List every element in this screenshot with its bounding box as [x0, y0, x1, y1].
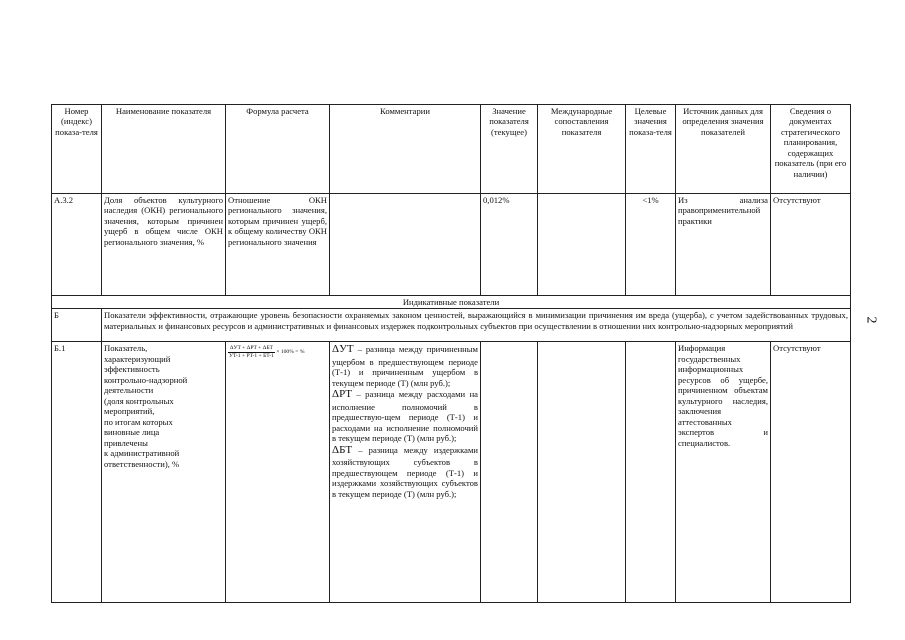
name-line: деятельности: [104, 385, 154, 396]
comment-text: – разница между расходами на исполнение полномочий в предшествую-щем периоде (Т-1) и расходами на исполнение полномочий в текущем периоде (Т) (млн руб.);: [332, 389, 478, 444]
row-data-source: Из анализа правоприменительной практики: [676, 194, 771, 296]
name-line: ответственности), %: [104, 458, 180, 469]
name-line: к административной: [104, 448, 180, 459]
name-line: Показатель,: [104, 343, 148, 354]
name-line: привлечены: [104, 437, 148, 448]
formula-denominator: УT-1 + PT-1 + БT-1: [229, 352, 274, 359]
header-name: Наименование показателя: [102, 105, 226, 194]
table-row-b: [52, 309, 851, 342]
comment-text: – разница между причиненным ущербом в предшествующем периоде (Т-1) и причиненным ущербом в текущем периоде (Т) (млн руб.);: [332, 344, 478, 388]
comment-symbol: ΔБT: [332, 443, 353, 456]
indicators-table: [51, 104, 851, 603]
header-current-value: Значение показателя (текущее): [481, 105, 538, 194]
row-comment: [330, 194, 481, 296]
row-name: [102, 342, 226, 603]
header-intl-comparison: Международные сопоставления показателя: [538, 105, 626, 194]
comment-symbol: ΔPT: [332, 388, 352, 401]
section-title: Индикативные показатели: [52, 296, 851, 309]
row-formula: [226, 342, 330, 603]
comment-part: [332, 444, 478, 499]
name-line: виновные лица: [104, 427, 160, 438]
row-index: Б.1: [52, 342, 102, 603]
name-line: мероприятий,: [104, 406, 155, 417]
comment-part: [332, 343, 478, 388]
header-comments: Комментарии: [330, 105, 481, 194]
row-description: Показатели эффективности, отражающие уровень безопасности охраняемых законом ценностей, выражающийся в минимизации причинения им вреда (ущерба), с учетом задействованных трудовых, материальных и финансовых ресурсов и административных и финансовых издержек подконтрольных субъектов при осуществлении в отношении них контрольно-надзорных мероприятий: [102, 309, 851, 342]
row-intl-comparison: [538, 342, 626, 603]
header-data-source: Источник данных для определения значения показателей: [676, 105, 771, 194]
row-strategic-docs: Отсутствуют: [771, 342, 851, 603]
row-strategic-docs: Отсутствуют: [771, 194, 851, 296]
table-header-row: [52, 105, 851, 194]
row-target-value: [626, 342, 676, 603]
page-number: 2: [863, 316, 879, 324]
comment-part: [332, 388, 478, 443]
header-target-value: Целевые значения показа-теля: [626, 105, 676, 194]
row-index: А.3.2: [52, 194, 102, 296]
row-comment: [330, 342, 481, 603]
row-current-value: 0,012%: [481, 194, 538, 296]
header-strategic-docs: Сведения о документах стратегического планирования, содержащих показатель (при его наличии): [771, 105, 851, 194]
row-target-value: <1%: [626, 194, 676, 296]
name-line: (доля контрольных: [104, 395, 174, 406]
header-index: Номер (индекс) показа-теля: [52, 105, 102, 194]
formula-tail: × 100% = %: [276, 349, 305, 356]
section-row: [52, 296, 851, 309]
table-row-a32: [52, 194, 851, 296]
name-line: по итогам которых: [104, 416, 173, 427]
name-line: контрольно-надзорной: [104, 374, 188, 385]
comment-symbol: ΔУT: [332, 343, 354, 356]
efficiency-formula: [228, 345, 305, 358]
header-formula: Формула расчета: [226, 105, 330, 194]
table-row-b1: [52, 342, 851, 603]
row-data-source: Информация государственных информационных ресурсов об ущербе, причиненном объектам культурного наследия, заключения аттестованных экспертов и специалистов.: [676, 342, 771, 603]
row-intl-comparison: [538, 194, 626, 296]
row-formula: Отношение ОКН регионального значения, которым причинен ущерб, к общему количеству ОКН регионального значения: [226, 194, 330, 296]
row-current-value: [481, 342, 538, 603]
row-index: Б: [52, 309, 102, 342]
name-line: эффективность: [104, 364, 160, 375]
row-name: Доля объектов культурного наследия (ОКН) регионального значения, которым причинен ущерб в общем числе ОКН регионального значения, %: [102, 194, 226, 296]
formula-numerator: ΔУT + ΔPT + ΔБT: [229, 345, 273, 352]
formula-fraction: [228, 345, 275, 358]
comment-text: – разница между издержками хозяйствующих субъектов в предшествующем периоде (Т-1) и издержками хозяйствующих субъектов в текущем периоде (Т) (млн руб.);: [332, 444, 479, 499]
name-line: характеризующий: [104, 353, 171, 364]
